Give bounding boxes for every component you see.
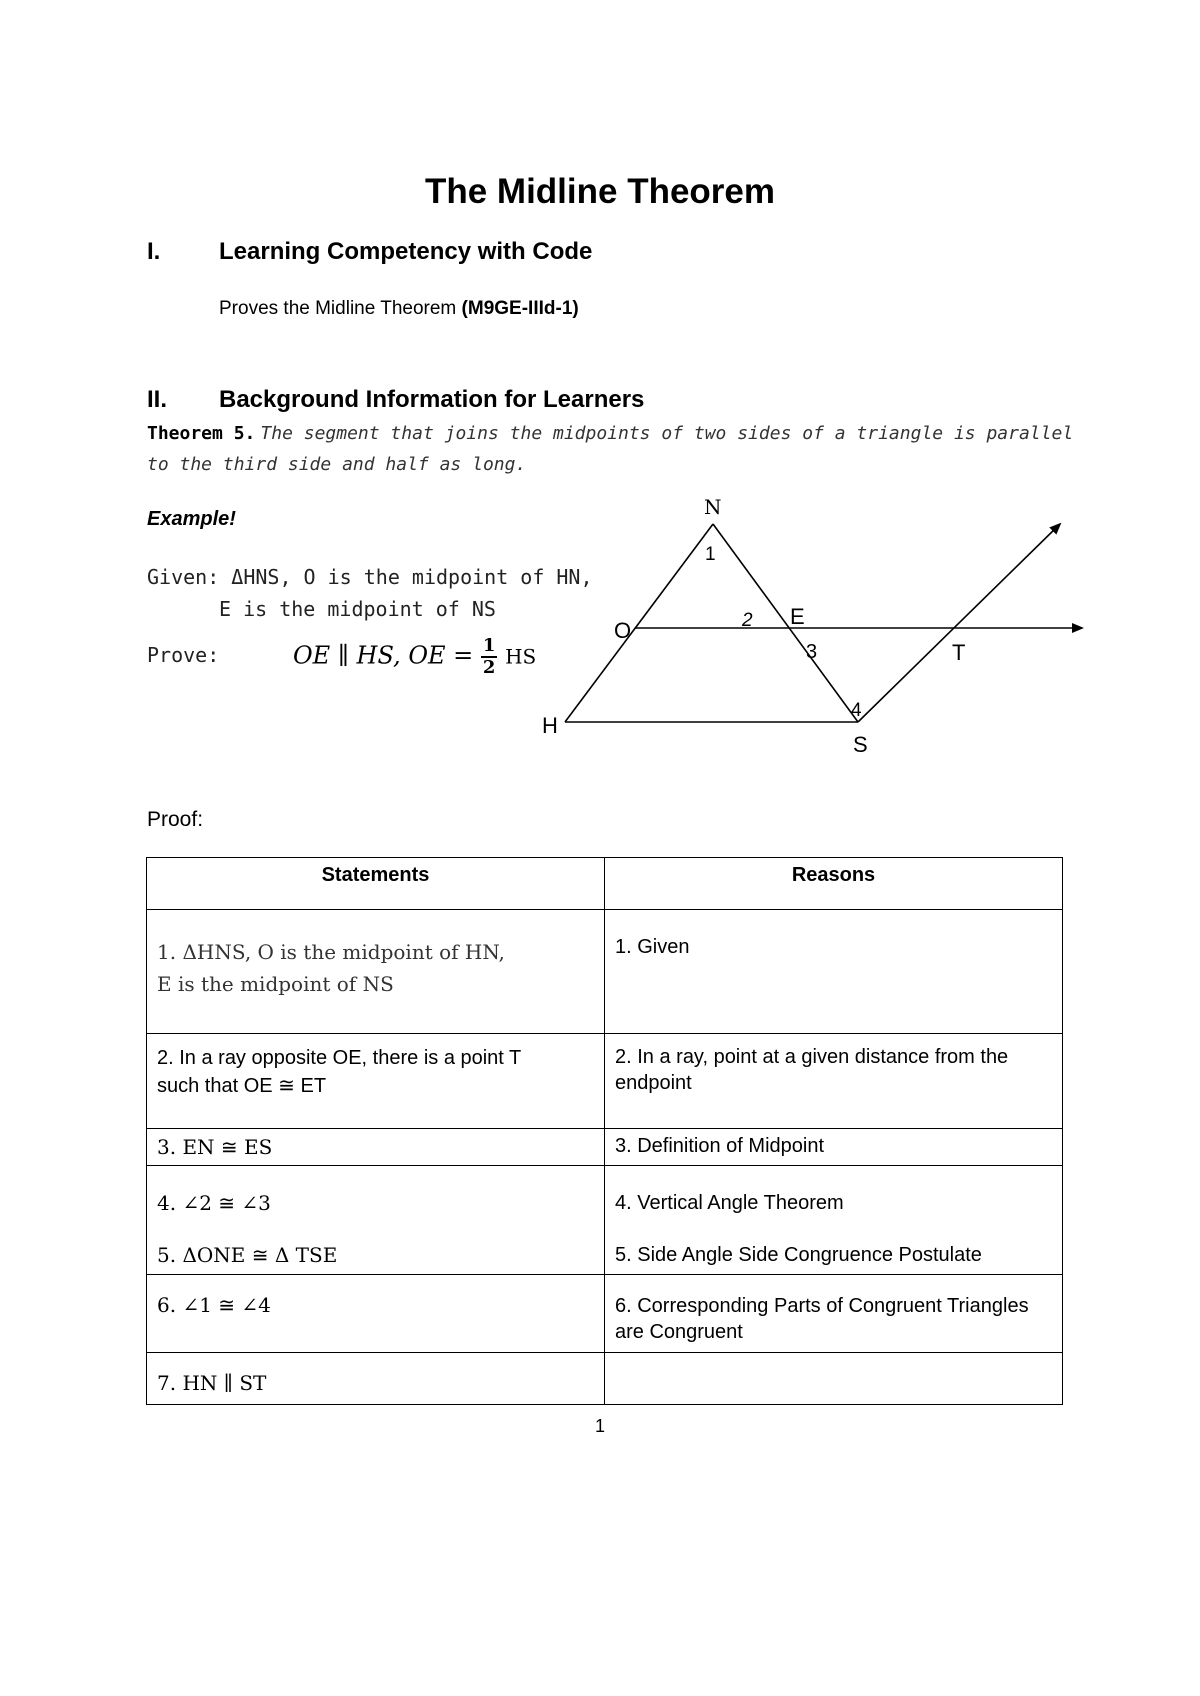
table-row <box>147 1034 1063 1129</box>
reason-2: 2. In a ray, point at a given distance from the endpoint <box>605 1034 1063 1129</box>
proof-table <box>146 857 1063 1405</box>
statement-7: 7. HN ∥ ST <box>147 1353 605 1405</box>
label-angle-1: 1 <box>705 544 716 565</box>
section2-title: Background Information for Learners <box>219 386 645 413</box>
statement-1-line-2: E is the midpoint of NS <box>157 972 394 996</box>
label-h: H <box>542 713 558 738</box>
table-row <box>147 1129 1063 1166</box>
header-reasons: Reasons <box>605 858 1063 910</box>
table-row <box>147 1166 1063 1275</box>
statement-2-line-1: 2. In a ray opposite OE, there is a point T <box>157 1047 522 1069</box>
fraction-numerator: 1 <box>482 635 496 656</box>
label-n: N <box>704 495 722 519</box>
label-o: O <box>614 618 632 643</box>
reason-5: 5. Side Angle Side Congruence Postulate <box>615 1244 982 1266</box>
reason-3: 3. Definition of Midpoint <box>605 1129 1063 1166</box>
section2-number: II. <box>147 386 168 413</box>
section1-title: Learning Competency with Code <box>219 238 593 265</box>
competency-description: Proves the Midline Theorem <box>219 298 462 319</box>
reason-7 <box>605 1353 1063 1405</box>
proof-label: Proof: <box>147 808 204 831</box>
fraction-denominator: 2 <box>482 657 496 678</box>
label-angle-3: 3 <box>806 641 818 663</box>
statement-2 <box>147 1034 605 1129</box>
theorem-label: Theorem 5. <box>147 423 256 444</box>
label-e: E <box>790 604 805 629</box>
label-s: S <box>853 732 868 757</box>
competency-code: (M9GE-IIId-1) <box>461 298 579 319</box>
given-text-2: E is the midpoint of NS <box>219 597 496 621</box>
side-ns <box>713 524 858 722</box>
given-text-1: Given: ΔHNS, O is the midpoint of HN, <box>147 565 593 589</box>
statement-5: 5. ΔONE ≅ Δ TSE <box>157 1243 338 1267</box>
prove-label: Prove: <box>147 643 220 667</box>
reason-4-5 <box>605 1166 1063 1275</box>
table-row <box>147 910 1063 1034</box>
statement-4-5 <box>147 1166 605 1275</box>
label-angle-2: 2 <box>742 610 753 631</box>
example-label: Example! <box>147 508 236 530</box>
prove-parallel: OE ∥ HS, <box>293 641 401 670</box>
page-number: 1 <box>594 1416 605 1436</box>
label-t: T <box>952 640 966 665</box>
prove-equals: OE = <box>408 641 474 670</box>
statement-4: 4. ∠2 ≅ ∠3 <box>157 1191 271 1215</box>
ray-st <box>858 524 1060 722</box>
header-statements: Statements <box>147 858 605 910</box>
reason-1: 1. Given <box>605 910 1063 1034</box>
prove-hs: HS <box>505 644 537 669</box>
statement-2-line-2: such that OE ≅ ET <box>157 1075 327 1097</box>
side-hn <box>565 524 713 722</box>
reason-6: 6. Corresponding Parts of Congruent Triangles are Congruent <box>605 1275 1063 1353</box>
label-angle-4: 4 <box>851 700 862 721</box>
table-row <box>147 1353 1063 1405</box>
statement-1 <box>147 910 605 1034</box>
statement-3: 3. EN ≅ ES <box>147 1129 605 1166</box>
table-header-row <box>147 858 1063 910</box>
theorem-text: The segment that joins the midpoints of two sides of a triangle is parallel to the third side and half as long. <box>147 423 1074 475</box>
reason-4: 4. Vertical Angle Theorem <box>615 1192 844 1214</box>
section1-number: I. <box>147 238 161 265</box>
statement-6: 6. ∠1 ≅ ∠4 <box>147 1275 605 1353</box>
triangle-figure <box>0 0 1200 780</box>
statement-1-line-1: 1. ΔHNS, O is the midpoint of HN, <box>157 940 505 964</box>
document-title: The Midline Theorem <box>424 172 776 211</box>
table-row <box>147 1275 1063 1353</box>
